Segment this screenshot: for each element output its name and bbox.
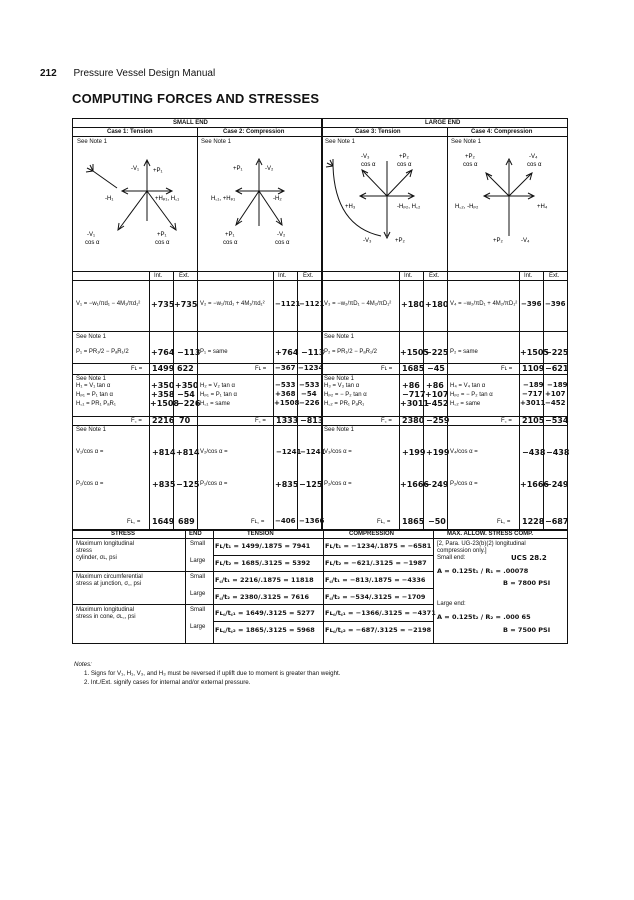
notes — [74, 660, 341, 687]
v3-ext: +180 — [425, 300, 449, 309]
v1-ext: +735 — [174, 300, 198, 309]
page-title: COMPUTING FORCES AND STRESSES — [72, 91, 320, 106]
stress-row-2-tension-1: F꜀/t₂ = 2380/.3125 = 7616 — [215, 593, 310, 601]
stress-row-3-tension-0: Fʟ꜀/t꜀₁ = 1649/.3125 = 5277 — [215, 609, 315, 617]
p1-ext: −113 — [177, 348, 201, 357]
h2-ext-0: −533 — [299, 381, 320, 389]
cos3-bot: P₂/cos α = — [324, 481, 352, 487]
c2-label-6: -V₂ — [277, 232, 286, 238]
p-note-right: See Note 1 — [324, 334, 355, 340]
p1-int: +764 — [151, 348, 175, 357]
note-2: 2. Int./Ext. signify cases for internal and/or external pressure. — [84, 679, 251, 686]
h3-int-1: −717 — [402, 390, 426, 399]
h2-int-2: +1508 — [274, 399, 300, 407]
fc4-ext: −534 — [545, 416, 569, 425]
cos2-int-1: +835 — [275, 480, 299, 489]
page-header — [40, 68, 215, 79]
c1-label-7: cos α — [155, 240, 170, 246]
stress-row-1-end-1: Large — [190, 558, 206, 564]
stress-row-2-end-0: Small — [190, 574, 206, 580]
stress-row-3-compression-0: Fʟ꜀/t꜀₁ = −1366/.3125 = −4371 — [325, 609, 436, 617]
c4-label-4: H꜀₂, -Hₚ₂ — [455, 204, 479, 210]
p2c-ext: −113 — [301, 348, 325, 357]
fl1-ext: 622 — [177, 364, 194, 373]
h2-line-1: Hₚ₁ = P₁ tan α — [200, 392, 237, 398]
h3-line-2: H꜀₂ = PR₁ PₐR₁ — [324, 401, 365, 407]
cos3-ext-0: +199 — [426, 448, 450, 457]
h4-line-2: H꜀₂ = same — [450, 401, 481, 407]
h1-line-1: Hₚ₁ = P₁ tan α — [76, 392, 113, 398]
v3-formula: V₃ = −w₂/πD₁ − 4M₂/πD₁² — [324, 301, 392, 307]
stress-row-1-compression-0: Fʟ/t₁ = −1234/.1875 = −6581 — [325, 542, 432, 550]
case-4-note: See Note 1 — [451, 139, 482, 145]
c2-label-2: H꜀₁, +Hₚ₁ — [211, 196, 236, 202]
h4-ext-2: −452 — [545, 399, 566, 407]
h2-ext-2: −226 — [299, 399, 320, 407]
cos3-ext-1: −249 — [425, 480, 449, 489]
v4-formula: V₄ = −w₂/πD₁ + 4M₂/πD₁² — [450, 301, 518, 307]
c4-label-3: cos α — [527, 162, 542, 168]
h3-int-2: +3011 — [400, 399, 429, 408]
forces-table — [72, 118, 568, 644]
c2-label-1: -V₂ — [265, 166, 274, 172]
h3-ext-1: +107 — [425, 390, 449, 399]
stress-row-2-label-1: stress at junction, σ꜀, psi — [76, 581, 142, 587]
c1-label-3: +Hₚ₁, H꜀₁ — [155, 196, 180, 202]
p-note-left: See Note 1 — [76, 334, 107, 340]
h3-line-1: Hₚ₂ = − P₂ tan α — [324, 392, 367, 398]
stress-row-3-tension-1: Fʟ꜀/t꜀₂ = 1865/.3125 = 5968 — [215, 626, 315, 634]
large-end-label: Large end: — [437, 601, 466, 607]
cos3-top: V₃/cos α = — [324, 449, 352, 455]
p3-ext: −225 — [425, 348, 449, 357]
c4-label-1: cos α — [463, 162, 478, 168]
stress-row-2-compression-0: F꜀/t₁ = −813/.1875 = −4336 — [325, 576, 426, 584]
c4-label-6: +P₂ — [493, 238, 503, 244]
cos4-top: V₄/cos α = — [450, 449, 478, 455]
book-title: Pressure Vessel Design Manual — [73, 68, 216, 79]
p3-int: +1505 — [400, 348, 429, 357]
fl1-int: 1499 — [152, 364, 175, 373]
int-header-4: Int. — [524, 273, 533, 279]
h1-ext-2: −226 — [177, 399, 201, 408]
h3-line-0: H₃ = V₃ tan α — [324, 383, 360, 389]
case-1-diagram — [73, 136, 197, 271]
c1-label-2: -H₁ — [105, 196, 114, 202]
tension-col-header: TENSION — [247, 531, 274, 537]
large-end-header: LARGE END — [425, 120, 461, 126]
stress-row-3-end-0: Small — [190, 607, 206, 613]
c2-label-3: -H₂ — [273, 196, 282, 202]
cos4-ext-0: −438 — [546, 448, 570, 457]
c4-label-5: +H₄ — [537, 204, 548, 210]
c4-label-0: +P₂ — [465, 154, 475, 160]
c4-label-2: -V₄ — [529, 154, 538, 160]
fl2-int: −367 — [275, 364, 296, 372]
case-3-note: See Note 1 — [325, 139, 356, 145]
h1-ext-1: −54 — [177, 390, 195, 399]
h2-line-2: H꜀₁ = same — [200, 401, 230, 407]
h1-int-0: +350 — [151, 381, 175, 390]
fc-label-1: F꜀ = — [131, 418, 142, 424]
stress-col-header: STRESS — [111, 531, 136, 537]
max-allow-ref-1: compression only.] — [437, 548, 487, 554]
cos2-bot: P₁/cos α = — [200, 481, 228, 487]
stress-row-2-tension-0: F꜀/t₁ = 2216/.1875 = 11818 — [215, 576, 314, 584]
h-note-3: See Note 1 — [324, 376, 355, 382]
fc2-int: 1333 — [276, 416, 299, 425]
stress-row-3-label-1: stress in cone, σʟ꜀, psi — [76, 614, 136, 620]
h4-ext-0: −189 — [547, 381, 568, 389]
cos4-bot: P₂/cos α = — [450, 481, 478, 487]
value-b2: B = 7500 PSI — [503, 626, 551, 634]
stress-row-1-tension-0: Fʟ/t₁ = 1499/.1875 = 7941 — [215, 542, 311, 550]
p1-same: P₁ = same — [200, 349, 228, 355]
flc-label-3: Fʟ꜀ = — [377, 519, 391, 525]
note-1: 1. Signs for V₁, H₁, V₃, and H₃ must be reversed if uplift due to moment is greater than weight. — [84, 670, 341, 677]
fl-label-4: Fʟ = — [501, 366, 513, 372]
h4-int-1: −717 — [522, 390, 543, 398]
fc1-int: 2216 — [152, 416, 175, 425]
case-4-label: Case 4: Compression — [471, 129, 533, 135]
stress-row-1-label-1: stress — [76, 548, 93, 554]
p2c-int: +764 — [275, 348, 299, 357]
cos-note-left: See Note 1 — [76, 427, 107, 433]
stress-row-3-end-1: Large — [190, 624, 206, 630]
p2-same: P₂ = same — [450, 349, 478, 355]
c1-label-5: cos α — [85, 240, 100, 246]
c3-label-6: -V₃ — [363, 238, 372, 244]
c1-label-6: +P₁ — [157, 232, 167, 238]
case-4-diagram — [447, 136, 567, 271]
h4-ext-1: +107 — [545, 390, 566, 398]
stress-row-1-tension-1: Fʟ/t₂ = 1685/.3125 = 5392 — [215, 559, 311, 567]
stress-row-1-label-0: Maximum longitudinal — [76, 541, 135, 547]
flc-label-2: Fʟ꜀ = — [251, 519, 265, 525]
c3-label-3: cos α — [397, 162, 412, 168]
v3-int: +180 — [401, 300, 425, 309]
case-2-label: Case 2: Compression — [223, 129, 285, 135]
c4-label-7: -V₄ — [521, 238, 530, 244]
v4-ext: −396 — [545, 300, 566, 308]
cos-note-right: See Note 1 — [324, 427, 355, 433]
fc-label-2: F꜀ = — [255, 418, 266, 424]
case-1-note: See Note 1 — [77, 139, 108, 145]
h2-ext-1: −54 — [301, 390, 317, 398]
c3-label-4: +H₃ — [345, 204, 356, 210]
cos3-int-1: +1666 — [400, 480, 429, 489]
h3-ext-0: +86 — [426, 381, 444, 390]
compression-col-header: COMPRESSION — [349, 531, 395, 537]
stress-row-1-label-2: cylinder, σʟ, psi — [76, 555, 117, 561]
int-header-1: Int. — [154, 273, 163, 279]
c2-label-0: +P₁ — [233, 166, 243, 172]
v2-formula: V₂ = −w₁/πd₁ + 4M₁/πd₁² — [200, 301, 265, 307]
cos1-top: V₁/cos α = — [76, 449, 104, 455]
cos2-ext-0: −1241 — [300, 448, 326, 456]
p4-int: +1505 — [520, 348, 549, 357]
small-end-header: SMALL END — [173, 120, 208, 126]
c3-label-5: -Hₚ₂, H꜀₂ — [397, 204, 421, 210]
flc-label-1: Fʟ꜀ = — [127, 519, 141, 525]
v1-formula: V₁ = −w₁/πd₁ − 4M₁/πd₁² — [76, 301, 141, 307]
fl-label-2: Fʟ = — [255, 366, 267, 372]
v2-int: −1121 — [275, 300, 301, 308]
cos4-int-0: −438 — [522, 448, 546, 457]
fl3-int: 1685 — [402, 364, 425, 373]
int-header-3: Int. — [404, 273, 413, 279]
formula-a1: A = 0.125t₁ / R₁ = .00078 — [437, 567, 529, 575]
stress-row-2-compression-1: F꜀/t₂ = −534/.3125 = −1709 — [325, 593, 426, 601]
case-3-diagram — [321, 136, 447, 271]
ext-header-4: Ext. — [549, 273, 560, 279]
fc3-int: 2380 — [402, 416, 425, 425]
v1-int: +735 — [151, 300, 175, 309]
flc3-int: 1865 — [402, 517, 425, 526]
cos2-top: V₂/cos α = — [200, 449, 228, 455]
cos2-int-0: −1241 — [276, 448, 302, 456]
c3-label-7: +P₂ — [395, 238, 405, 244]
p1-formula: P₁ = PR₁/2 − PₐR₁/2 — [76, 349, 129, 355]
v2-ext: −1121 — [299, 300, 325, 308]
fc-label-3: F꜀ = — [381, 418, 392, 424]
fc1-ext: 70 — [179, 416, 191, 425]
case-2-note: See Note 1 — [201, 139, 232, 145]
h1-int-1: +358 — [151, 390, 175, 399]
stress-row-1-compression-1: Fʟ/t₂ = −621/.3125 = −1987 — [325, 559, 427, 567]
h2-int-0: −533 — [275, 381, 296, 389]
flc3-ext: −50 — [428, 517, 446, 526]
flc4-int: 1228 — [522, 517, 545, 526]
stress-row-1-end-0: Small — [190, 541, 206, 547]
h2-line-0: H₂ = V₂ tan α — [200, 383, 235, 389]
c3-label-0: -V₃ — [361, 154, 370, 160]
c1-label-1: +P₁ — [153, 168, 163, 174]
ext-header-3: Ext. — [429, 273, 440, 279]
fl2-ext: −1234 — [298, 364, 324, 372]
h3-ext-2: −452 — [425, 399, 449, 408]
case-3-label: Case 3: Tension — [355, 129, 401, 135]
fl4-int: 1109 — [522, 364, 545, 373]
flc-label-4: Fʟ꜀ = — [497, 519, 511, 525]
cos4-ext-1: −249 — [545, 480, 569, 489]
flc4-ext: −687 — [545, 517, 569, 526]
h4-int-0: −189 — [523, 381, 544, 389]
cos4-int-1: +1666 — [520, 480, 549, 489]
fl4-ext: −621 — [545, 364, 569, 373]
notes-heading: Notes: — [74, 661, 92, 668]
fc-label-4: F꜀ = — [501, 418, 512, 424]
c1-label-4: -V₁ — [87, 232, 96, 238]
c3-label-2: +P₂ — [399, 154, 409, 160]
ext-header-2: Ext. — [303, 273, 314, 279]
p2-formula: P₂ = PR₁/2 − PₐR₁/2 — [324, 349, 377, 355]
flc1-int: 1649 — [152, 517, 175, 526]
fl-label-3: Fʟ = — [381, 366, 393, 372]
h2-int-1: +368 — [275, 390, 296, 398]
value-b1: B = 7800 PSI — [503, 579, 551, 587]
fc2-ext: −813 — [300, 416, 324, 425]
c2-label-7: cos α — [275, 240, 290, 246]
fc3-ext: −259 — [426, 416, 450, 425]
h1-ext-0: +350 — [175, 381, 199, 390]
end-col-header: END — [189, 531, 202, 537]
p4-ext: −225 — [545, 348, 569, 357]
h4-int-2: +3011 — [520, 399, 546, 407]
stress-row-2-label-0: Maximum circumferential — [76, 574, 143, 580]
cos1-int-0: +814 — [152, 448, 176, 457]
cos1-bot: P₁/cos α = — [76, 481, 104, 487]
formula-a2: A = 0.125t₂ / R₂ = .000 65 — [437, 613, 531, 621]
cos3-int-0: +199 — [402, 448, 426, 457]
int-header-2: Int. — [278, 273, 287, 279]
stress-row-2-end-1: Large — [190, 591, 206, 597]
flc2-ext: −1366 — [299, 517, 325, 525]
h3-int-0: +86 — [402, 381, 420, 390]
flc1-ext: 689 — [178, 517, 195, 526]
stress-row-3-compression-1: Fʟ꜀/t꜀₂ = −687/.3125 = −2198 — [325, 626, 432, 634]
h-note-1: See Note 1 — [76, 376, 107, 382]
h1-line-0: H₁ = V₁ tan α — [76, 383, 111, 389]
c2-label-4: +P₁ — [225, 232, 235, 238]
case-1-label: Case 1: Tension — [107, 129, 153, 135]
cos1-int-1: +835 — [152, 480, 176, 489]
case-2-diagram — [197, 136, 321, 271]
page-number: 212 — [40, 68, 57, 79]
fl-label-1: Fʟ = — [131, 366, 143, 372]
cos2-ext-1: −125 — [299, 480, 323, 489]
c2-label-5: cos α — [223, 240, 238, 246]
cos1-ext-0: +814 — [176, 448, 200, 457]
v4-int: −396 — [521, 300, 542, 308]
c3-label-1: cos α — [361, 162, 376, 168]
h4-line-0: H₄ = V₄ tan α — [450, 383, 486, 389]
max-allow-ref-0: [2, Para. UG-23(b)(2) longitudinal — [437, 541, 526, 547]
c1-label-0: -V₁ — [131, 166, 140, 172]
h1-line-2: H꜀₁ = PR₁ PₐR₁ — [76, 401, 116, 407]
ucs-reference: UCS 28.2 — [511, 554, 547, 562]
fl3-ext: −45 — [427, 364, 445, 373]
ext-header-1: Ext. — [179, 273, 190, 279]
h4-line-1: Hₚ₂ = − P₂ tan α — [450, 392, 493, 398]
cos1-ext-1: −125 — [176, 480, 200, 489]
fc4-int: 2105 — [522, 416, 545, 425]
h1-int-2: +1508 — [150, 399, 179, 408]
stress-row-3-label-0: Maximum longitudinal — [76, 607, 135, 613]
max-allow-col-header: MAX. ALLOW. STRESS COMP. — [447, 531, 534, 537]
small-end-label: Small end: — [437, 555, 466, 561]
flc2-int: −406 — [275, 517, 296, 525]
